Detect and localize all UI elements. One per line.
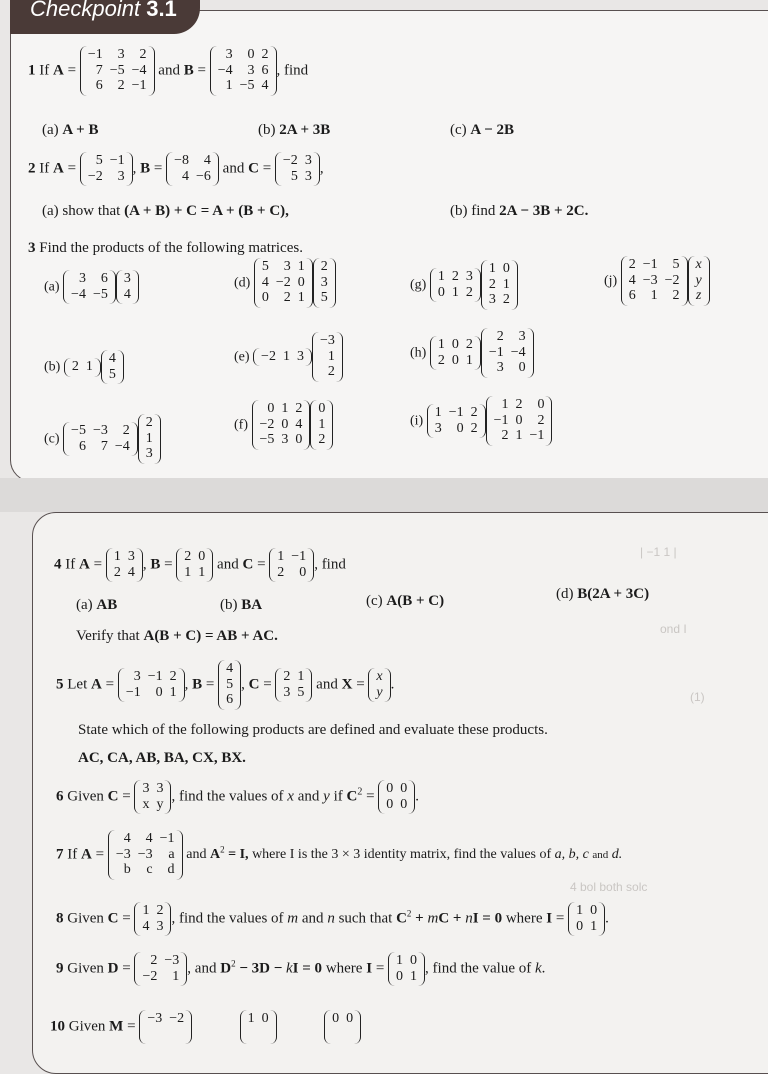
matrix-entry: 1: [142, 903, 150, 918]
matrix-grid: [375, 668, 383, 702]
matrix-entry: 2: [184, 549, 192, 564]
matrix-entry: 4: [628, 272, 636, 288]
matrix-entry: 6: [100, 271, 108, 286]
matrix-entry: 6: [628, 288, 636, 304]
q2-part-b: (b) find 2A − 3B + 2C.: [450, 203, 589, 219]
matrix-entry: 4: [203, 153, 211, 168]
matrix-entry: −2: [87, 168, 103, 184]
matrix-entry: 0: [267, 401, 275, 416]
matrix-entry: 0: [332, 1011, 340, 1026]
matrix-grid: [183, 548, 206, 582]
matrix-entry: y: [376, 684, 383, 700]
matrix-entry: 5: [297, 684, 305, 700]
matrix-entry: −4: [114, 438, 130, 454]
matrix-entry: 5: [95, 153, 103, 168]
matrix-2a: [80, 152, 133, 186]
matrix-entry: 1: [198, 564, 206, 580]
matrix-entry: 0: [451, 336, 459, 352]
matrix-entry: 0: [456, 420, 464, 436]
matrix-grid: [87, 152, 126, 186]
matrix-grid: [70, 270, 109, 304]
matrix-entry: z: [695, 288, 702, 304]
q5-text: State which of the following products are defined and evaluate these products.: [78, 722, 548, 738]
checkpoint-title: Checkpoint: [30, 0, 141, 21]
matrix-entry: −1: [159, 831, 175, 846]
checkpoint-number: 3.1: [146, 0, 177, 21]
matrix-entry: −1: [529, 428, 545, 444]
matrix-entry: [169, 1028, 184, 1043]
matrix-entry: −5: [109, 62, 125, 78]
matrix-entry: 0: [451, 352, 459, 368]
matrix-entry: 2: [327, 364, 335, 380]
matrix-entry: c: [146, 862, 153, 878]
matrix-entry: 1: [318, 416, 326, 432]
matrix-entry: −1: [131, 78, 147, 94]
matrix-entry: 0: [396, 968, 404, 984]
matrix-entry: 6: [78, 438, 86, 454]
matrix-entry: 2: [672, 288, 680, 304]
matrix-entry: 4: [142, 918, 150, 934]
bleed-text-2: ond I: [660, 622, 687, 636]
matrix-entry: 3: [127, 549, 135, 564]
matrix-grid: [276, 548, 307, 582]
matrix-entry: −1: [493, 412, 509, 428]
matrix-entry: 5: [108, 366, 116, 382]
matrix-entry: [248, 1028, 255, 1043]
matrix-grid: [575, 902, 598, 936]
matrix-grid: [260, 348, 305, 367]
matrix-entry: 1: [465, 352, 473, 368]
matrix-entry: 2: [502, 292, 510, 308]
matrix-entry: 7: [95, 62, 103, 78]
matrix-entry: 0: [295, 432, 303, 448]
matrix-entry: 4: [182, 168, 190, 184]
matrix-entry: 3: [283, 259, 291, 274]
q3-part-i: (i) 1 −1 2 3 0 2 1 2 0 −1 0 2 2 1 −1: [410, 396, 552, 446]
matrix-entry: x: [376, 668, 383, 684]
question-7: 7 If A = 4 4 −1 −3 −3 a b c d and $A^2 = I$, where I is the 3 × 3 identity matrix, find the values of a, b, c and d.: [56, 830, 622, 880]
matrix-entry: [262, 1028, 269, 1043]
matrix-entry: 2: [318, 432, 326, 448]
matrix-entry: [332, 1028, 339, 1043]
matrix-entry: 2: [465, 336, 473, 352]
matrix-entry: 2: [113, 564, 121, 580]
matrix-entry: 4: [261, 78, 269, 94]
matrix-entry: −5: [92, 286, 108, 302]
matrix-entry: 5: [672, 257, 680, 272]
matrix-grid: [331, 1010, 354, 1044]
matrix-entry: 0: [299, 564, 307, 580]
matrix-entry: −2: [142, 968, 158, 984]
q1-part-b: (b) 2A + 3B: [258, 122, 331, 138]
matrix-entry: 1: [247, 1011, 255, 1026]
matrix-grid: [123, 270, 132, 304]
question-6: 6 Given C = 3 3 x y , find the values of x and y if $C^2$ = 0 0 0 0 .: [56, 780, 419, 814]
matrix-grid: [395, 952, 418, 986]
matrix-grid: [113, 548, 136, 582]
matrix-entry: 1: [501, 397, 509, 412]
matrix-entry: 0: [198, 549, 206, 564]
matrix-entry: 3: [296, 348, 304, 364]
matrix-entry: −4: [217, 62, 233, 78]
matrix-grid: [217, 46, 270, 96]
matrix-entry: 0: [247, 47, 255, 62]
matrix-entry: 2: [628, 257, 636, 272]
matrix-grid: [319, 332, 336, 382]
q5-products: AC, CA, AB, BA, CX, BX.: [78, 750, 246, 766]
matrix-entry: 0: [261, 1011, 269, 1026]
matrix-entry: −5: [239, 78, 255, 94]
matrix-entry: 2: [470, 404, 478, 420]
matrix-entry: −3: [147, 1011, 163, 1026]
q4-part-c: (c) A(B + C): [366, 593, 445, 609]
matrix-entry: y: [156, 796, 164, 812]
matrix-entry: 2: [451, 268, 459, 284]
matrix-entry: 0: [437, 284, 445, 300]
matrix-entry: 3: [247, 62, 255, 78]
matrix-entry: 0: [155, 684, 163, 700]
matrix-entry: −1: [125, 684, 141, 700]
matrix-entry: 3: [488, 292, 496, 308]
matrix-entry: 3: [304, 153, 312, 168]
matrix-2c: [275, 152, 320, 186]
matrix-entry: −8: [174, 153, 190, 168]
q3-part-e: (e) −2 1 3 −3 1 2: [234, 332, 343, 382]
matrix-entry: 2: [283, 290, 291, 306]
matrix-grid: [141, 952, 180, 986]
matrix-entry: 4: [261, 274, 269, 290]
checkpoint-tab: [10, 0, 200, 34]
matrix-entry: 3: [465, 268, 473, 284]
matrix-entry: 2: [465, 284, 473, 300]
matrix-entry: 1: [145, 430, 153, 446]
matrix-entry: 0: [410, 953, 418, 968]
matrix-entry: 1: [434, 404, 442, 420]
matrix-entry: d: [167, 862, 175, 878]
matrix-grid: [437, 268, 474, 302]
question-9: 9 Given D = 2 −3 −2 1 , and $D^2 - 3D$ − kI = 0 where I = 1 0 0 1 , find the value of k.: [56, 952, 545, 986]
question-4: 4 If A = 1 3 2 4 , B = 2 0 1 1 and C = 1 −1 2 0 , find: [54, 548, 346, 582]
matrix-2b: [166, 152, 219, 186]
matrix-entry: 0: [515, 412, 523, 428]
matrix-entry: 0: [318, 401, 326, 416]
matrix-entry: −2: [282, 153, 298, 168]
matrix-entry: 3: [156, 781, 164, 796]
matrix-grid: [247, 1010, 270, 1044]
matrix-entry: 2: [501, 428, 509, 444]
matrix-entry: −1: [488, 344, 504, 360]
matrix-entry: 1: [327, 348, 335, 364]
matrix-entry: 1: [488, 261, 496, 276]
matrix-entry: 5: [226, 676, 234, 692]
matrix-entry: 1: [297, 290, 305, 306]
question-8: 8 Given C = 1 2 4 3 , find the values of m and n such that $C^2$ + mC + nI = 0 where I = 1 0 0 1 .: [56, 902, 609, 936]
matrix-entry: −5: [259, 432, 275, 448]
matrix-grid: [70, 422, 131, 456]
matrix-entry: 1: [502, 276, 510, 292]
matrix-entry: 2: [122, 422, 130, 438]
matrix-entry: 5: [290, 168, 298, 184]
matrix-entry: 1: [281, 401, 289, 416]
matrix-grid: [437, 336, 474, 370]
matrix-entry: 3: [156, 918, 164, 934]
matrix-entry: −1: [448, 404, 464, 420]
matrix-entry: −1: [642, 257, 658, 272]
question-2: 2 If A = 5 −1 −2 3 , B = −8 4 4 −6 and C = −2 3 5 3 ,: [28, 152, 324, 186]
matrix-entry: −3: [642, 272, 658, 288]
matrix-entry: 2: [261, 47, 269, 62]
matrix-entry: −4: [131, 62, 147, 78]
matrix-entry: −2: [261, 348, 276, 364]
matrix-entry: x: [695, 257, 702, 272]
matrix-entry: 3: [225, 47, 233, 62]
matrix-entry: 7: [100, 438, 108, 454]
question-1: 1 If A = −1 3 2 7 −5 −4 6 2 −1 and B = 3 0 2 −4 3 6 1 −5 4 , find: [28, 46, 308, 96]
matrix-entry: 2: [496, 329, 504, 344]
q1-part-a: (a) A + B: [42, 122, 99, 138]
matrix-entry: 4: [295, 416, 303, 432]
matrix-entry: 0: [386, 796, 394, 812]
matrix-entry: 3: [283, 684, 291, 700]
matrix-entry: 2: [488, 276, 496, 292]
matrix-entry: −2: [169, 1011, 185, 1026]
matrix-entry: 2: [117, 78, 125, 94]
matrix-entry: 0: [518, 360, 526, 376]
matrix-entry: 2: [320, 259, 328, 274]
matrix-entry: −2: [275, 274, 291, 290]
matrix-entry: 3: [133, 668, 141, 684]
matrix-entry: 0: [537, 397, 545, 412]
bleed-text-3: (1): [690, 690, 705, 704]
matrix-grid: [317, 400, 326, 450]
matrix-grid: [71, 358, 94, 377]
matrix-entry: 3: [281, 432, 289, 448]
matrix-grid: [146, 1010, 185, 1044]
matrix-grid: [141, 902, 164, 936]
matrix-entry: 0: [400, 781, 408, 796]
matrix-grid: [282, 152, 313, 186]
matrix-1b: [210, 46, 277, 96]
matrix-entry: 1: [650, 288, 658, 304]
matrix-entry: 3: [117, 168, 125, 184]
matrix-grid: [141, 780, 164, 814]
bleed-text-1: | −1 1 |: [640, 545, 677, 559]
matrix-entry: 6: [261, 62, 269, 78]
matrix-entry: 2: [150, 953, 158, 968]
q1-part-c: (c) A − 2B: [450, 122, 514, 138]
matrix-entry: −4: [71, 286, 86, 302]
matrix-entry: 3: [434, 420, 442, 436]
q4-part-a: (a) AB: [76, 597, 118, 613]
matrix-entry: 6: [95, 78, 103, 94]
matrix-entry: 0: [261, 290, 269, 306]
q3-part-d: (d) 5 3 1 4 −2 0 0 2 1 2 3 5: [234, 258, 336, 308]
matrix-entry: 2: [156, 903, 164, 918]
matrix-grid: [695, 256, 703, 306]
matrix-entry: 3: [142, 781, 150, 796]
matrix-entry: 2: [515, 397, 523, 412]
matrix-entry: 1: [297, 668, 305, 684]
matrix-entry: 1: [282, 348, 290, 364]
matrix-entry: 4: [123, 831, 131, 846]
matrix-grid: [434, 404, 479, 438]
matrix-entry: 0: [590, 903, 598, 918]
question-3: 3 Find the products of the following matrices.: [28, 240, 303, 256]
q3-part-g: (g) 1 2 3 0 1 2 1 0 2 1 3 2: [410, 260, 518, 310]
matrix-entry: 0: [400, 796, 408, 812]
matrix-entry: 1: [410, 968, 418, 984]
matrix-entry: −2: [259, 416, 275, 432]
matrix-entry: −3: [92, 422, 108, 438]
q4-verify: Verify that A(B + C) = AB + AC.: [76, 628, 278, 644]
matrix-entry: [346, 1028, 353, 1043]
matrix-1a: [80, 46, 155, 96]
matrix-entry: 1: [437, 268, 445, 284]
q4-part-d: (d) B(2A + 3C): [556, 586, 650, 602]
q3-part-b: (b) 2 1 4 5: [44, 350, 124, 384]
q2-part-a: (a) show that (A + B) + C = A + (B + C),: [42, 203, 289, 219]
matrix-entry: 1: [297, 259, 305, 274]
matrix-entry: b: [123, 862, 131, 878]
matrix-entry: 2: [537, 412, 545, 428]
matrix-entry: 2: [139, 47, 147, 62]
matrix-entry: −3: [137, 846, 153, 862]
matrix-entry: 4: [145, 831, 153, 846]
matrix-entry: −3: [115, 846, 131, 862]
matrix-grid: [173, 152, 212, 186]
matrix-grid: [225, 660, 234, 710]
q3-part-h: (h) 1 0 2 2 0 1 2 3 −1 −4 3 0: [410, 328, 534, 378]
matrix-entry: 4: [108, 351, 116, 366]
q3-part-a: (a) 3 6 −4 −5 3 4: [44, 270, 139, 304]
matrix-grid: [115, 830, 176, 880]
matrix-entry: 2: [145, 415, 153, 430]
matrix-entry: 1: [184, 564, 192, 580]
q3-part-f: (f) 0 1 2 −2 0 4 −5 3 0 0 1 2: [234, 400, 333, 450]
matrix-entry: 2: [169, 668, 177, 684]
matrix-grid: [259, 400, 304, 450]
matrix-entry: −1: [109, 153, 125, 168]
matrix-entry: 4: [123, 286, 131, 302]
matrix-entry: −2: [664, 272, 680, 288]
matrix-entry: 1: [590, 918, 598, 934]
matrix-entry: 5: [320, 290, 328, 306]
matrix-entry: 1: [437, 336, 445, 352]
matrix-entry: 0: [576, 918, 584, 934]
matrix-entry: 1: [396, 953, 404, 968]
matrix-entry: 1: [515, 428, 523, 444]
matrix-grid: [282, 668, 305, 702]
matrix-grid: [320, 258, 329, 308]
matrix-entry: 2: [283, 668, 291, 684]
matrix-entry: 6: [226, 692, 234, 708]
matrix-entry: −1: [87, 47, 103, 62]
matrix-entry: 3: [496, 360, 504, 376]
q3-part-j: (j) 2 −1 5 4 −3 −2 6 1 2 x y z: [604, 256, 710, 306]
matrix-entry: 1: [225, 78, 233, 94]
matrix-entry: −1: [291, 549, 307, 564]
matrix-entry: −3: [164, 953, 180, 968]
matrix-entry: 3: [518, 329, 526, 344]
question-10: 10 Given M = −3 −2 1 0 0 0: [50, 1010, 361, 1044]
matrix-entry: 3: [78, 271, 86, 286]
matrix-entry: 0: [386, 781, 394, 796]
matrix-grid: [493, 396, 546, 446]
matrix-entry: 0: [346, 1011, 354, 1026]
matrix-entry: 2: [71, 358, 79, 374]
matrix-entry: 5: [261, 259, 269, 274]
q3-part-c: (c) −5 −3 2 6 7 −4 2 1 3: [44, 414, 161, 464]
matrix-grid: [125, 668, 178, 702]
matrix-entry: −3: [319, 333, 335, 348]
matrix-entry: 1: [172, 968, 180, 984]
matrix-entry: 1: [277, 549, 285, 564]
matrix-entry: −4: [510, 344, 526, 360]
matrix-entry: a: [168, 846, 175, 862]
matrix-grid: [488, 328, 527, 378]
matrix-grid: [385, 780, 408, 814]
matrix-entry: y: [695, 272, 702, 288]
matrix-entry: x: [142, 796, 150, 812]
matrix-entry: 3: [320, 274, 328, 290]
matrix-grid: [488, 260, 511, 310]
matrix-entry: 1: [169, 684, 177, 700]
matrix-entry: 2: [437, 352, 445, 368]
matrix-entry: −1: [147, 668, 163, 684]
matrix-grid: [628, 256, 681, 306]
matrix-entry: 4: [127, 564, 135, 580]
matrix-grid: [108, 350, 117, 384]
matrix-entry: 0: [502, 261, 510, 276]
matrix-grid: [87, 46, 148, 96]
matrix-entry: 3: [123, 271, 131, 286]
matrix-entry: −6: [196, 168, 211, 184]
matrix-entry: 1: [113, 549, 121, 564]
matrix-entry: 1: [85, 358, 93, 374]
matrix-grid: [261, 258, 306, 308]
matrix-entry: [147, 1028, 162, 1043]
matrix-entry: 2: [277, 564, 285, 580]
matrix-entry: 1: [451, 284, 459, 300]
question-5: 5 Let A = 3 −1 2 −1 0 1 , B = 4 5 6 , C = 2 1 3 5 and X = x y .: [56, 660, 394, 710]
page-gap: [0, 478, 768, 512]
matrix-grid: [145, 414, 154, 464]
matrix-entry: 0: [297, 274, 305, 290]
bleed-text-4: 4 bol both solc: [570, 880, 648, 894]
matrix-entry: 2: [470, 420, 478, 436]
q4-part-b: (b) BA: [220, 597, 263, 613]
matrix-entry: 1: [576, 903, 584, 918]
matrix-entry: 0: [281, 416, 289, 432]
matrix-entry: 2: [295, 401, 303, 416]
matrix-entry: −5: [71, 422, 86, 438]
matrix-entry: 3: [145, 446, 153, 462]
matrix-entry: 3: [304, 168, 312, 184]
matrix-entry: 4: [226, 661, 234, 676]
matrix-entry: 3: [117, 47, 125, 62]
